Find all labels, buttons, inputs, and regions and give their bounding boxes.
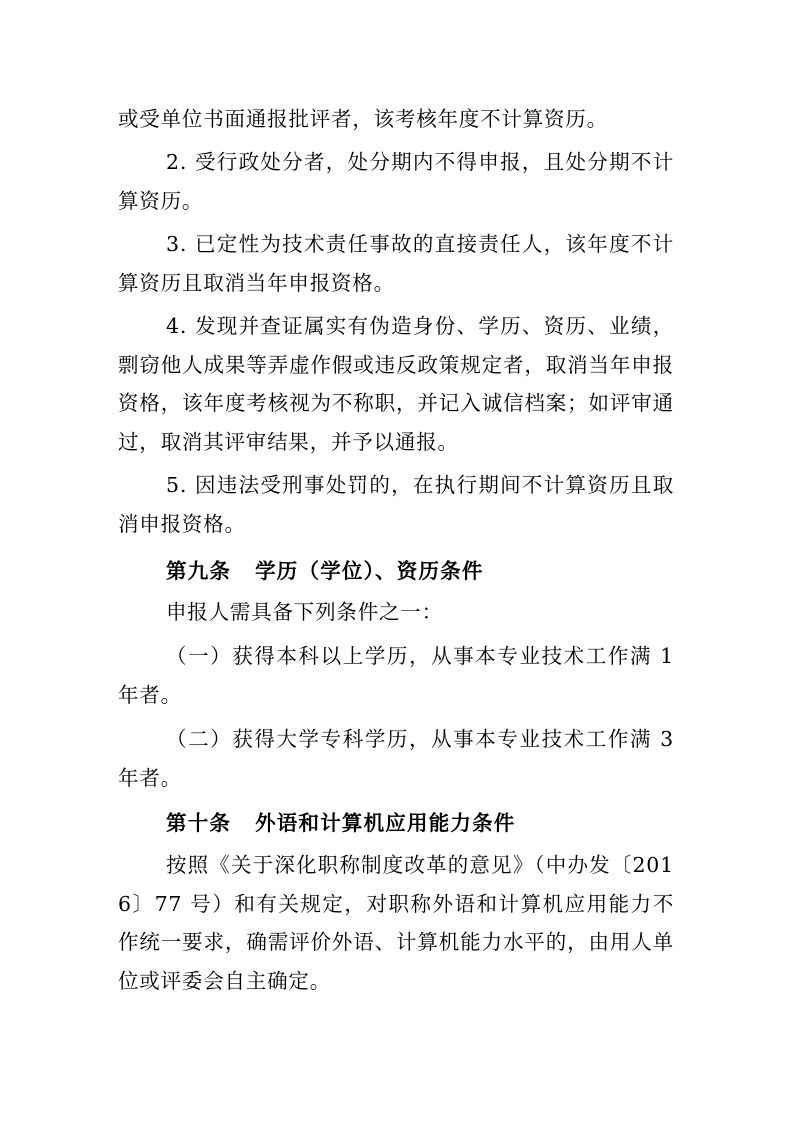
paragraph-item-3: 3. 已定性为技术责任事故的直接责任人，该年度不计算资历且取消当年申报资格。 — [118, 232, 674, 295]
article-9-number: 第九条 — [166, 559, 232, 583]
paragraph-continuation: 或受单位书面通报批评者，该考核年度不计算资历。 — [118, 107, 608, 131]
article-9-item-2: （二）获得大学专科学历，从事本专业技术工作满 3 年者。 — [118, 727, 674, 790]
paragraph-item-5: 5. 因违法受刑事处罚的，在执行期间不计算资历且取消申报资格。 — [118, 473, 674, 536]
article-9-intro: 申报人需具备下列条件之一： — [166, 600, 443, 624]
article-10-number: 第十条 — [166, 811, 232, 835]
article-10-heading — [166, 804, 516, 843]
article-10-title: 外语和计算机应用能力条件 — [255, 811, 516, 835]
paragraph-item-4: 4. 发现并查证属实有伪造身份、学历、资历、业绩，剽窃他人成果等弄虚作假或违反政策规定者，取消当年申报资格，该年度考核视为不称职，并记入诚信档案；如评审通过，取消其评审结果，并予以通报。 — [118, 314, 674, 454]
paragraph-item-2: 2. 受行政处分者，处分期内不得申报，且处分期不计算资历。 — [118, 150, 674, 213]
article-10-body: 按照《关于深化职称制度改革的意见》（中办发〔2016〕77 号）和有关规定，对职称外语和计算机应用能力不作统一要求，确需评价外语、计算机能力水平的，由用人单位或评委会自主确定。 — [118, 853, 674, 993]
article-9-item-1: （一）获得本科以上学历，从事本专业技术工作满 1 年者。 — [118, 644, 674, 707]
article-9-title: 学历（学位）、资历条件 — [255, 559, 484, 583]
article-9-heading — [166, 552, 484, 591]
